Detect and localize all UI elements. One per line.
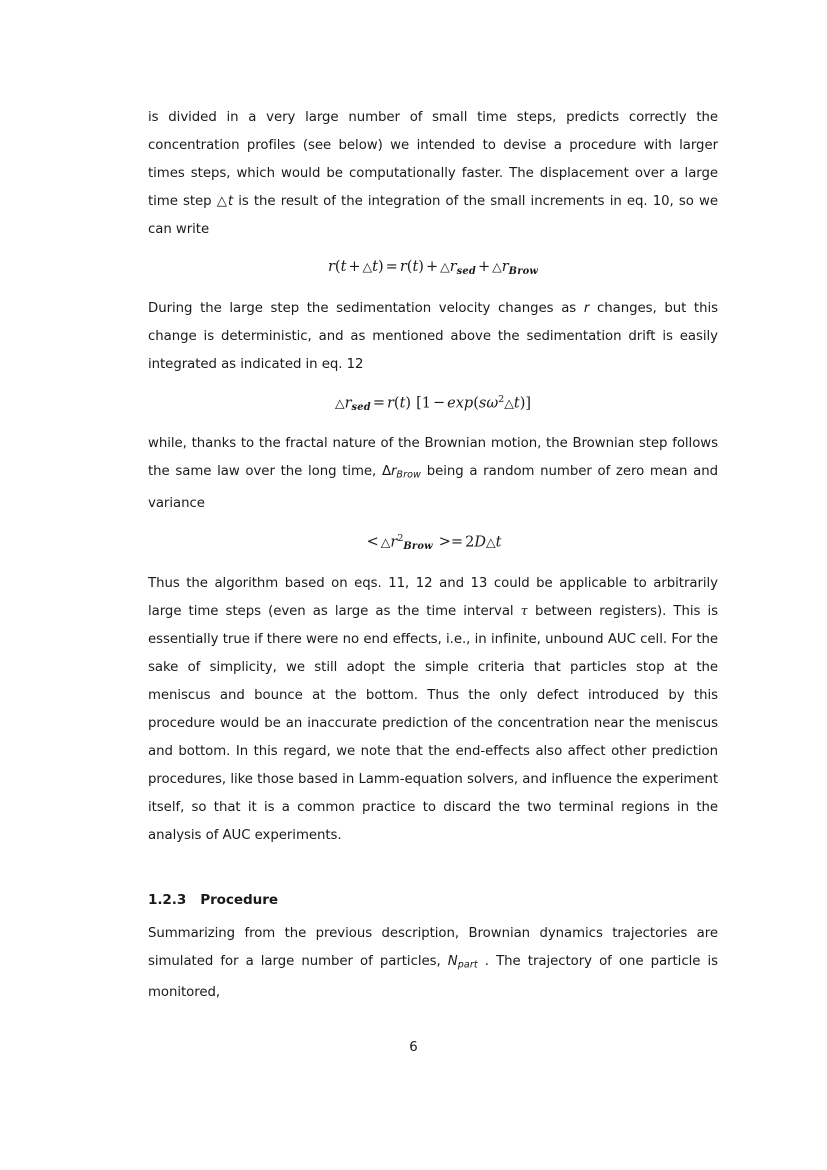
eq11-delta-3: △ bbox=[492, 259, 502, 274]
eq11-close-paren-2: ) bbox=[418, 259, 424, 275]
variable-r: r bbox=[583, 300, 590, 316]
eq12-paren-open: ( bbox=[473, 394, 479, 411]
paragraph-5-part-b: . The trajectory of one particle is monitored, bbox=[148, 953, 718, 1001]
eq11-plus-2: + bbox=[425, 259, 439, 275]
paragraph-2-part-a: During the large step the sedimentation velocity changes as bbox=[148, 300, 584, 316]
eq11-t-2: t bbox=[372, 259, 378, 275]
spacer bbox=[148, 850, 718, 888]
subscript-part: part bbox=[457, 959, 478, 971]
equation-12-expression bbox=[335, 395, 531, 413]
eq12-t-2: t bbox=[513, 394, 520, 411]
eq11-delta-2: △ bbox=[440, 259, 450, 274]
eq12-close-paren: ) bbox=[405, 394, 412, 411]
eq12-exp: exp bbox=[447, 394, 474, 411]
eq13-less-than: < bbox=[366, 534, 379, 551]
eq13-superscript-2: 2 bbox=[397, 532, 404, 544]
paragraph-5-part-a: Summarizing from the previous description, Brownian dynamics trajectories are simulated for a large number of particles, bbox=[148, 925, 718, 969]
eq11-close-paren: ) bbox=[378, 259, 384, 275]
eq11-t: t bbox=[340, 259, 347, 275]
delta-symbol: △ bbox=[216, 194, 228, 209]
eq11-t-3: t bbox=[412, 259, 419, 275]
eq11-subscript-sed: sed bbox=[456, 265, 476, 277]
eq13-D: D bbox=[474, 534, 486, 551]
variable-t: t bbox=[227, 194, 234, 209]
paragraph-5 bbox=[148, 920, 718, 1007]
spacer bbox=[148, 277, 718, 295]
eq11-r-3: r bbox=[449, 259, 457, 275]
eq12-subscript-sed: sed bbox=[351, 401, 371, 413]
eq11-delta-1: △ bbox=[362, 259, 373, 274]
equation-13 bbox=[148, 534, 718, 552]
spacer bbox=[148, 412, 718, 430]
inline-math-delta-r-brow bbox=[382, 464, 421, 479]
eq12-open-paren: ( bbox=[393, 394, 400, 411]
paragraph-1 bbox=[148, 104, 718, 244]
eq11-r: r bbox=[327, 259, 335, 275]
eq13-subscript-brow: Brow bbox=[403, 540, 433, 552]
paragraph-2 bbox=[148, 295, 718, 379]
eq11-open-paren: ( bbox=[334, 259, 341, 275]
eq13-r: r bbox=[390, 534, 398, 551]
inline-math-n-part bbox=[448, 954, 478, 969]
equation-11 bbox=[148, 260, 718, 277]
section-heading bbox=[148, 888, 718, 912]
eq11-equals: = bbox=[385, 259, 398, 275]
eq13-delta-2: △ bbox=[485, 534, 496, 550]
page-number: 6 bbox=[409, 1040, 418, 1055]
eq12-minus: − bbox=[432, 394, 446, 411]
inline-math-tau: τ bbox=[520, 603, 528, 619]
spacer bbox=[148, 552, 718, 570]
inline-math-delta-t bbox=[217, 194, 233, 209]
section-number: 1.2.3 bbox=[148, 891, 187, 908]
eq12-s: s bbox=[478, 394, 487, 411]
equation-12 bbox=[148, 395, 718, 413]
eq13-delta-1: △ bbox=[380, 534, 391, 550]
eq11-subscript-brow: Brow bbox=[508, 265, 539, 277]
paragraph-3-part-b: being a random number of zero mean and variance bbox=[148, 464, 718, 511]
variable-N: N bbox=[447, 953, 458, 969]
paragraph-4 bbox=[148, 570, 718, 850]
spacer bbox=[148, 379, 718, 395]
eq12-bracket-open: [ bbox=[416, 394, 422, 411]
eq12-r-2: r bbox=[386, 394, 394, 411]
eq12-omega: ω bbox=[486, 394, 499, 411]
section-title: Procedure bbox=[200, 891, 278, 908]
eq12-t: t bbox=[399, 394, 406, 411]
eq12-paren-close: ) bbox=[519, 394, 526, 411]
page-content bbox=[148, 104, 718, 1007]
eq11-r-4: r bbox=[501, 259, 509, 275]
paragraph-1-part-a: is divided in a very large number of small time steps, predicts correctly the concentration profiles (see below) we intended to devise a procedure with larger times steps, which would be computationally faster. The displacement over a large time step bbox=[148, 110, 718, 209]
eq12-r-1: r bbox=[344, 394, 352, 411]
eq12-superscript-2: 2 bbox=[498, 393, 505, 405]
spacer bbox=[148, 912, 718, 920]
paragraph-2-part-b: changes, but this change is deterministic, and as mentioned above the sedimentation drift is easily integrated as indicated in eq. 12 bbox=[148, 300, 718, 372]
equation-11-expression bbox=[328, 260, 538, 277]
delta-symbol: Δ bbox=[381, 464, 391, 480]
paragraph-3-part-a: while, thanks to the fractal nature of the Brownian motion, the Brownian step follows the same law over the long time, bbox=[148, 436, 718, 480]
paragraph-4-part-a: Thus the algorithm based on eqs. 11, 12 and 13 could be applicable to arbitrarily large time steps (even as large as the time interval bbox=[148, 575, 718, 619]
subscript-brow: Brow bbox=[396, 469, 421, 481]
spacer bbox=[148, 518, 718, 534]
eq11-open-paren-2: ( bbox=[406, 259, 413, 275]
eq13-t: t bbox=[495, 534, 502, 551]
paragraph-3 bbox=[148, 430, 718, 517]
spacer bbox=[148, 244, 718, 260]
eq13-two: 2 bbox=[465, 534, 475, 551]
eq12-bracket-close: ] bbox=[525, 394, 532, 411]
eq12-one: 1 bbox=[421, 394, 431, 411]
eq11-plus-1: + bbox=[348, 259, 361, 275]
eq11-plus-3: + bbox=[477, 259, 491, 275]
paragraph-4-part-b: between registers). This is essentially true if there were no end effects, i.e., in infinite, unbound AUC cell. For the sake of simplicity, we still adopt the simple criteria that particles stop at the meniscus and bounce at the bottom. Thus the only defect introduced by this procedure would be an inaccurate prediction of the concentration near the meniscus and bottom. In this regard, we note that the end-effects also affect other prediction procedures, like those based in Lamm-equation solvers, and influence the experiment itself, so that it is a common practice to discard the two terminal regions in the analysis of AUC experiments. bbox=[148, 603, 718, 843]
equation-13-expression bbox=[365, 534, 502, 552]
eq12-equals: = bbox=[372, 394, 385, 411]
variable-r: r bbox=[390, 464, 397, 480]
eq12-delta-2: △ bbox=[504, 394, 514, 410]
paragraph-1-part-b: is the result of the integration of the small increments in eq. 10, so we can write bbox=[148, 194, 718, 237]
eq11-r-2: r bbox=[399, 259, 407, 275]
eq12-delta-1: △ bbox=[334, 394, 345, 410]
eq13-greater-equals: >= bbox=[438, 534, 464, 551]
